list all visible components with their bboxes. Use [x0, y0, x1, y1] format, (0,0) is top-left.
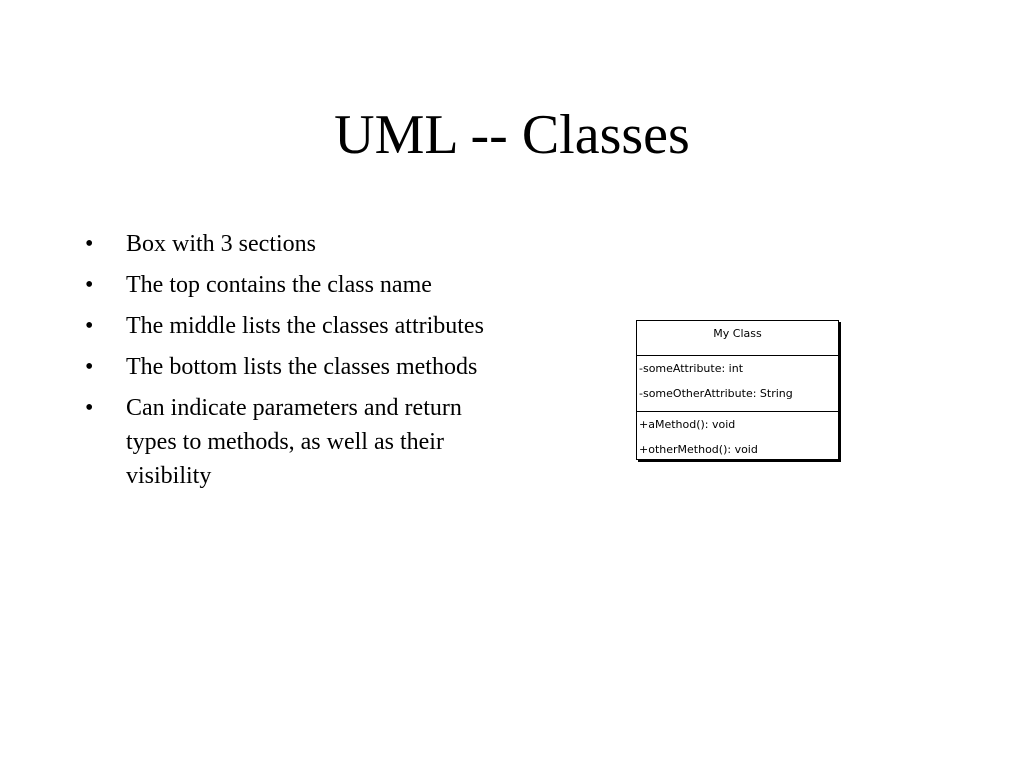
uml-method: +aMethod(): void	[639, 418, 736, 431]
uml-methods-section	[637, 412, 838, 467]
bullet-item	[85, 391, 505, 493]
bullet-item	[85, 227, 505, 261]
bullet-item	[85, 350, 505, 384]
bullet-dot-icon: •	[85, 272, 94, 298]
bullet-text: Can indicate parameters and return types to methods, as well as their visibility	[126, 395, 462, 489]
bullet-dot-icon: •	[85, 354, 94, 380]
bullet-list	[85, 227, 505, 500]
uml-attribute: -someAttribute: int	[639, 362, 744, 375]
bullet-dot-icon: •	[85, 231, 94, 257]
bullet-text: The bottom lists the classes methods	[126, 354, 478, 380]
slide-title: UML -- Classes	[334, 104, 690, 166]
bullet-text: Box with 3 sections	[126, 231, 316, 257]
bullet-dot-icon: •	[85, 395, 94, 421]
uml-method: +otherMethod(): void	[639, 443, 758, 456]
uml-class-box	[636, 320, 839, 460]
uml-attribute: -someOtherAttribute: String	[639, 387, 793, 400]
bullet-item	[85, 268, 505, 302]
bullet-item	[85, 309, 505, 343]
uml-class-name: My Class	[637, 321, 838, 356]
bullet-dot-icon: •	[85, 313, 94, 339]
bullet-text: The top contains the class name	[126, 272, 432, 298]
bullet-text: The middle lists the classes attributes	[126, 313, 484, 339]
uml-attributes-section	[637, 356, 838, 412]
